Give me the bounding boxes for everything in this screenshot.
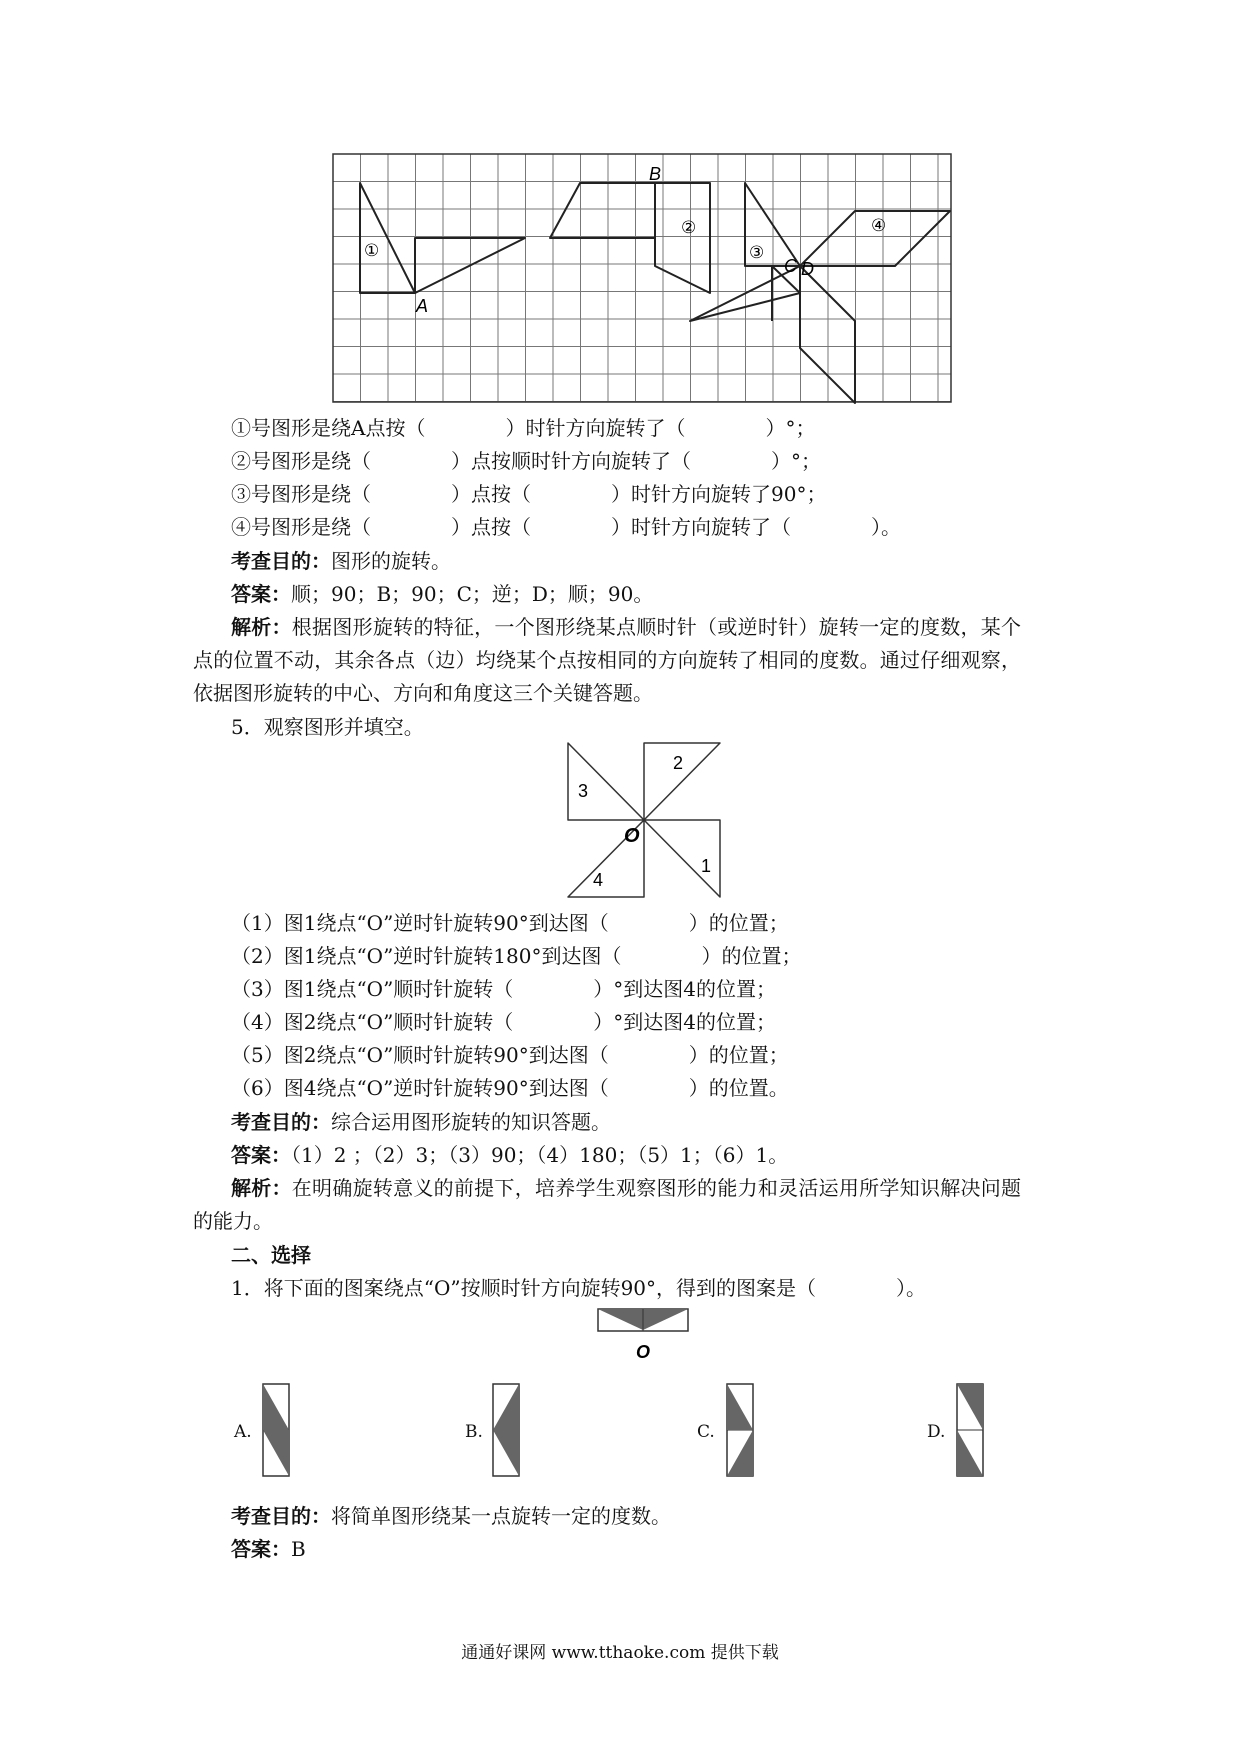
q4-analysis <box>193 611 1021 710</box>
choice-q1-text: 1．将下面的图案绕点“O”按顺时针方向旋转90°，得到的图案是（ ）。 <box>231 1276 927 1300</box>
q5-line-1: （1）图1绕点“O”逆时针旋转90°到达图（ ）的位置； <box>231 911 789 935</box>
option-d-label[interactable]: D. <box>927 1422 946 1442</box>
option-c-label[interactable]: C. <box>697 1422 715 1442</box>
point-a-label: A <box>416 296 429 316</box>
answer-text: B <box>291 1537 306 1561</box>
option-d-figure[interactable] <box>956 1383 986 1479</box>
shape-2-label: ② <box>681 218 697 237</box>
option-a-figure[interactable] <box>262 1383 292 1479</box>
choice-q1-answer <box>231 1535 306 1563</box>
q4-line-4: ④号图形是绕（ ）点按（ ）时针方向旋转了（ ）。 <box>231 515 901 539</box>
rotation-grid-figure <box>333 154 953 404</box>
choice-q1-pattern <box>597 1308 693 1364</box>
section-heading: 二、选择 <box>231 1243 311 1267</box>
q5-answer <box>231 1141 788 1169</box>
purpose-text: 将简单图形绕某一点旋转一定的度数。 <box>331 1504 671 1528</box>
point-d-label: D <box>801 259 814 279</box>
answer-label: 答案： <box>231 1143 291 1167</box>
q5-line-6: （6）图4绕点“O”逆时针旋转90°到达图（ ）的位置。 <box>231 1076 789 1100</box>
q4-purpose <box>231 547 451 575</box>
point-c-label: C <box>784 256 797 276</box>
answer-text: （1）2 ；（2）3；（3）90；（4）180；（5）1；（6）1。 <box>291 1143 789 1167</box>
q5-line-3: （3）图1绕点“O”顺时针旋转（ ）°到达图4的位置； <box>231 977 777 1001</box>
purpose-text: 综合运用图形旋转的知识答题。 <box>331 1110 611 1134</box>
q5-line-5: （5）图2绕点“O”顺时针旋转90°到达图（ ）的位置； <box>231 1043 789 1067</box>
answer-label: 答案： <box>231 582 291 606</box>
pattern-center-label: O <box>636 1342 651 1362</box>
triangle-4-label: 4 <box>593 870 604 890</box>
purpose-label: 考查目的： <box>231 549 331 573</box>
shape-1-label: ① <box>364 241 380 260</box>
triangle-2-label: 2 <box>673 753 684 773</box>
q5-purpose <box>231 1108 611 1136</box>
analysis-text: 根据图形旋转的特征，一个图形绕某点顺时针（或逆时针）旋转一定的度数，某个点的位置不动，其余各点（边）均绕某个点按相同的方向旋转了相同的度数。通过仔细观察，依据图形旋转的中心、方向和角度这三个关键答题。 <box>193 615 1022 705</box>
shape-2 <box>550 183 655 238</box>
shape-4-label: ④ <box>871 216 887 235</box>
q4-line-3: ③号图形是绕（ ）点按（ ）时针方向旋转了90°； <box>231 482 827 506</box>
q4-answer <box>231 580 653 608</box>
q5-title: 5．观察图形并填空。 <box>231 715 424 739</box>
answer-text: 顺；90；B；90；C；逆；D；顺；90。 <box>291 582 654 606</box>
analysis-label: 解析： <box>231 615 292 639</box>
point-b-label: B <box>649 164 662 184</box>
q5-line-2: （2）图1绕点“O”逆时针旋转180°到达图（ ）的位置； <box>231 944 802 968</box>
pinwheel-figure <box>560 742 730 902</box>
analysis-text: 在明确旋转意义的前提下，培养学生观察图形的能力和灵活运用所学知识解决问题的能力。 <box>193 1176 1022 1233</box>
option-c-figure[interactable] <box>726 1383 756 1479</box>
shape-3-label: ③ <box>749 243 765 262</box>
analysis-label: 解析： <box>231 1176 292 1200</box>
page-footer: 通通好课网 www.tthaoke.com 提供下载 <box>461 1643 779 1663</box>
q4-line-1: ①号图形是绕A点按（ ）时针方向旋转了（ ）°； <box>231 416 816 440</box>
purpose-text: 图形的旋转。 <box>331 549 451 573</box>
triangle-1-label: 1 <box>701 856 712 876</box>
option-b-figure[interactable] <box>492 1383 522 1479</box>
option-b-label[interactable]: B. <box>465 1422 483 1442</box>
answer-label: 答案： <box>231 1537 291 1561</box>
q5-line-4: （4）图2绕点“O”顺时针旋转（ ）°到达图4的位置； <box>231 1010 777 1034</box>
option-a-label[interactable]: A. <box>234 1422 252 1442</box>
purpose-label: 考查目的： <box>231 1110 331 1134</box>
q5-analysis <box>193 1172 1021 1238</box>
triangle-3-label: 3 <box>578 781 589 801</box>
choice-q1-purpose <box>231 1502 671 1530</box>
center-o-label: O <box>624 825 640 847</box>
q4-line-2: ②号图形是绕（ ）点按顺时针方向旋转了（ ）°； <box>231 449 821 473</box>
purpose-label: 考查目的： <box>231 1504 331 1528</box>
